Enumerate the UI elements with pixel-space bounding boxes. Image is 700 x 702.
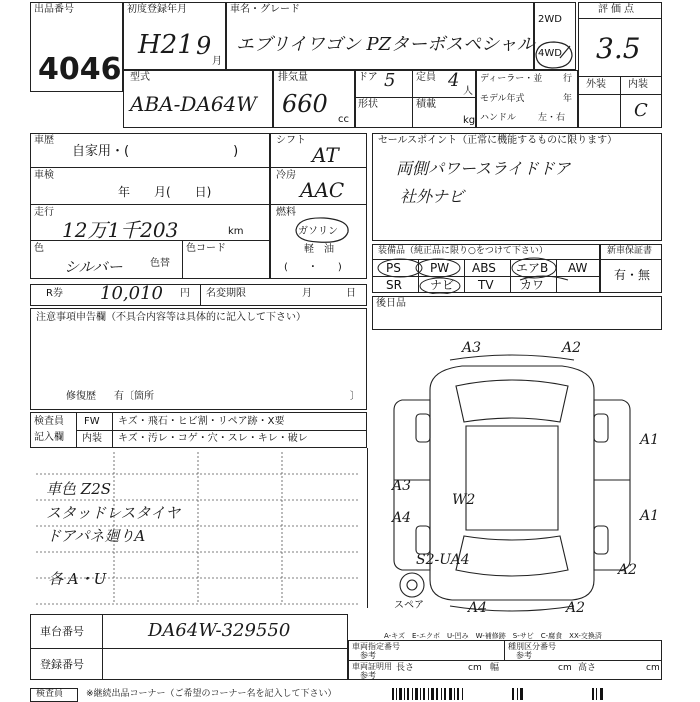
inspector-label-1: 検査員 xyxy=(34,416,64,427)
disp-value: 660 xyxy=(282,90,328,118)
recycle-box xyxy=(30,284,367,306)
first-reg-label: 初度登録年月 xyxy=(127,4,187,15)
deadline-month: 月 xyxy=(302,288,312,299)
mark-a3-top: A3 xyxy=(462,340,482,356)
disp-unit: cc xyxy=(338,114,349,125)
mark-a3-left: A3 xyxy=(392,478,412,494)
mark-w2: W2 xyxy=(452,492,476,508)
mark-a2-right: A2 xyxy=(618,562,638,578)
equip-abs: ABS xyxy=(472,261,496,275)
disp-label: 排気量 xyxy=(278,72,308,83)
inspection-value: 年 月( 日) xyxy=(118,185,212,199)
first-reg-month: 9 xyxy=(196,32,212,60)
color-value: シルバー xyxy=(64,258,123,276)
ac-label: 冷房 xyxy=(276,170,296,181)
mark-a1-right-2: A1 xyxy=(640,508,660,524)
recycle-label: R券 xyxy=(46,288,63,299)
mark-a2-top: A2 xyxy=(562,340,582,356)
capacity-unit: 人 xyxy=(463,86,473,97)
fuel-light-oil: 軽 油 xyxy=(304,244,334,255)
drive-2wd: 2WD xyxy=(538,14,562,25)
recycle-vdiv xyxy=(200,284,201,306)
shift-div-1 xyxy=(270,167,367,168)
usage-value: 自家用・( ) xyxy=(72,144,239,159)
handle-value: 左・右 xyxy=(538,113,566,123)
score-label: 評価点 xyxy=(598,4,637,15)
score-value: 3.5 xyxy=(596,32,641,65)
mark-a1-right: A1 xyxy=(640,432,660,448)
recycle-unit: 円 xyxy=(180,288,190,299)
model-value: ABA-DA64W xyxy=(130,92,257,116)
int-items: キズ・汚レ・コゲ・穴・スレ・キレ・破レ xyxy=(118,433,308,444)
model-year-unit: 年 xyxy=(563,94,573,104)
deadline-day: 日 xyxy=(346,288,356,299)
shape-label: 形状 xyxy=(358,99,378,110)
mileage-value: 12万1千203 xyxy=(62,218,179,242)
warranty-value: 有・無 xyxy=(614,268,651,282)
drive-4wd-circle-icon xyxy=(530,28,578,72)
capacity-value: 4 xyxy=(448,70,460,91)
warranty-div xyxy=(600,259,662,260)
equipment-label: 装備品（純正品に限り○をつけて下さい） xyxy=(378,246,548,256)
width-label: 幅 xyxy=(490,663,500,673)
door-hdivider xyxy=(355,97,476,98)
load-unit: kg xyxy=(463,115,476,126)
chassis-vdiv xyxy=(102,614,103,680)
inspector-label-2: 記入欄 xyxy=(34,432,64,443)
after-label: 後日品 xyxy=(376,298,406,309)
deadline-label: 名変期限 xyxy=(206,288,246,299)
sales-line1: 両側パワースライドドア xyxy=(396,159,571,178)
fuel-label: 燃料 xyxy=(276,207,296,218)
history-vdiv xyxy=(182,240,183,279)
height-unit: cm xyxy=(646,663,660,673)
history-div-3 xyxy=(30,240,270,241)
model-label: 型式 xyxy=(130,72,150,83)
sales-line2: 社外ナビ xyxy=(400,187,465,206)
name-label: 車名・グレード xyxy=(230,4,300,15)
ac-value: AAC xyxy=(300,178,345,202)
footer-note: ※継続出品コーナー（ご希望のコーナー名を記入して下さい） xyxy=(86,689,337,699)
remarks-line3: ドアパネ廻りA xyxy=(46,527,146,545)
first-reg-era: H21 xyxy=(138,30,194,60)
recycle-value: 10,010 xyxy=(100,283,163,304)
inspection-label: 車検 xyxy=(34,170,54,181)
height-label: 高さ xyxy=(578,663,597,673)
fuel-gasoline: ガソリン xyxy=(298,226,338,237)
equip-navi: ナビ xyxy=(430,278,455,292)
sales-label: セールスポイント（正常に機能するものに限ります） xyxy=(378,135,618,146)
footer-inspector-label: 検査員 xyxy=(36,689,64,699)
cert-label: 車両証明用 xyxy=(352,662,392,671)
chassis-label: 車台番号 xyxy=(40,625,84,638)
repair-label: 修復歴 xyxy=(66,391,96,402)
score-vdivider xyxy=(620,76,621,128)
fuel-circle-icon xyxy=(290,212,354,246)
door-label: ドア xyxy=(358,72,378,83)
shift-value: AT xyxy=(312,143,339,167)
lot-number: 4046 xyxy=(38,52,122,87)
type-sub: 参考 xyxy=(516,651,532,660)
equipment-circles-icon xyxy=(372,250,600,294)
color-change-label: 色替 xyxy=(150,258,170,269)
warranty-label: 新車保証書 xyxy=(607,246,653,256)
spare-label: スペア xyxy=(394,600,424,611)
fw-items: キズ・飛石・ヒビ割・リペア跡・X要 xyxy=(118,416,285,427)
shift-div-2 xyxy=(270,204,367,205)
barcode-icon xyxy=(392,688,662,700)
equip-sr: SR xyxy=(386,278,402,292)
length-label: 長さ xyxy=(396,663,415,673)
insp-h1 xyxy=(76,430,367,431)
drive-4wd: 4WD xyxy=(538,48,562,59)
load-label: 積載 xyxy=(416,99,436,110)
chassis-hdiv xyxy=(30,648,348,649)
handle-label: ハンドル xyxy=(480,113,517,123)
equip-tv: TV xyxy=(478,278,494,292)
mark-a4-left: A4 xyxy=(392,510,412,526)
repair-close: 〕 xyxy=(350,391,360,402)
designated-label: 車両指定番号 xyxy=(352,642,400,651)
legend-text: A-キズ E-エクボ U-凹み W-補修跡 S-サビ C-腐食 XX-交換済 xyxy=(384,632,602,640)
score-divider xyxy=(578,18,662,19)
history-div-1 xyxy=(30,167,270,168)
color-label: 色 xyxy=(34,243,44,254)
mark-a4-bottom: A4 xyxy=(468,600,488,616)
notes-label: 注意事項申告欄（不具合内容等は具体的に記入して下さい） xyxy=(36,312,306,323)
remarks-line2: スタッドレスタイヤ xyxy=(46,504,181,522)
score-divider-3 xyxy=(578,94,662,95)
fw-label: FW xyxy=(84,416,100,427)
type-label: 種別区分番号 xyxy=(508,642,556,651)
equip-ps: PS xyxy=(386,261,401,275)
reg-label: 登録番号 xyxy=(40,658,84,671)
mark-a2-bottom: A2 xyxy=(566,600,586,616)
dealer-label: ディーラー・並 xyxy=(480,74,543,84)
equip-leather: カワ xyxy=(520,278,545,292)
exterior-label: 外装 xyxy=(586,79,606,90)
dealer-mark: 行 xyxy=(563,74,573,84)
legend-vdiv xyxy=(504,640,505,660)
after-box xyxy=(372,296,662,330)
interior-label: 内装 xyxy=(628,79,648,90)
cert-sub: 参考 xyxy=(360,671,376,680)
legend-hdiv xyxy=(348,660,662,661)
interior-value: C xyxy=(634,100,648,121)
color-code-label: 色コード xyxy=(186,243,226,254)
door-vdivider xyxy=(412,70,413,128)
door-value: 5 xyxy=(384,70,396,91)
equip-pw: PW xyxy=(430,261,450,275)
model-year-label: モデル年式 xyxy=(480,94,525,104)
history-div-2 xyxy=(30,204,270,205)
width-unit: cm xyxy=(558,663,572,673)
name-value: エブリイワゴン PZターボスペシャル xyxy=(236,34,535,55)
equip-airbag: エアB xyxy=(516,261,549,275)
mileage-unit: km xyxy=(228,226,244,237)
usage-label: 車歴 xyxy=(34,135,54,146)
equip-aw: AW xyxy=(568,261,588,275)
int-label: 内装 xyxy=(82,433,102,444)
capacity-label: 定員 xyxy=(416,72,436,83)
length-unit: cm xyxy=(468,663,482,673)
shift-label: シフト xyxy=(276,135,306,146)
repair-value: 有〔箇所 xyxy=(114,391,154,402)
mark-s2-ua4: S2-UA4 xyxy=(416,552,470,568)
chassis-value: DA64W-329550 xyxy=(148,620,291,641)
mileage-label: 走行 xyxy=(34,207,54,218)
first-reg-month-unit: 月 xyxy=(212,56,222,67)
remarks-line4: 各 A・U xyxy=(48,570,107,588)
remarks-line1: 車色 Z2S xyxy=(46,480,112,498)
designated-sub: 参考 xyxy=(360,651,376,660)
fuel-paren: ( ・ ) xyxy=(284,262,342,273)
lot-label: 出品番号 xyxy=(34,4,74,15)
